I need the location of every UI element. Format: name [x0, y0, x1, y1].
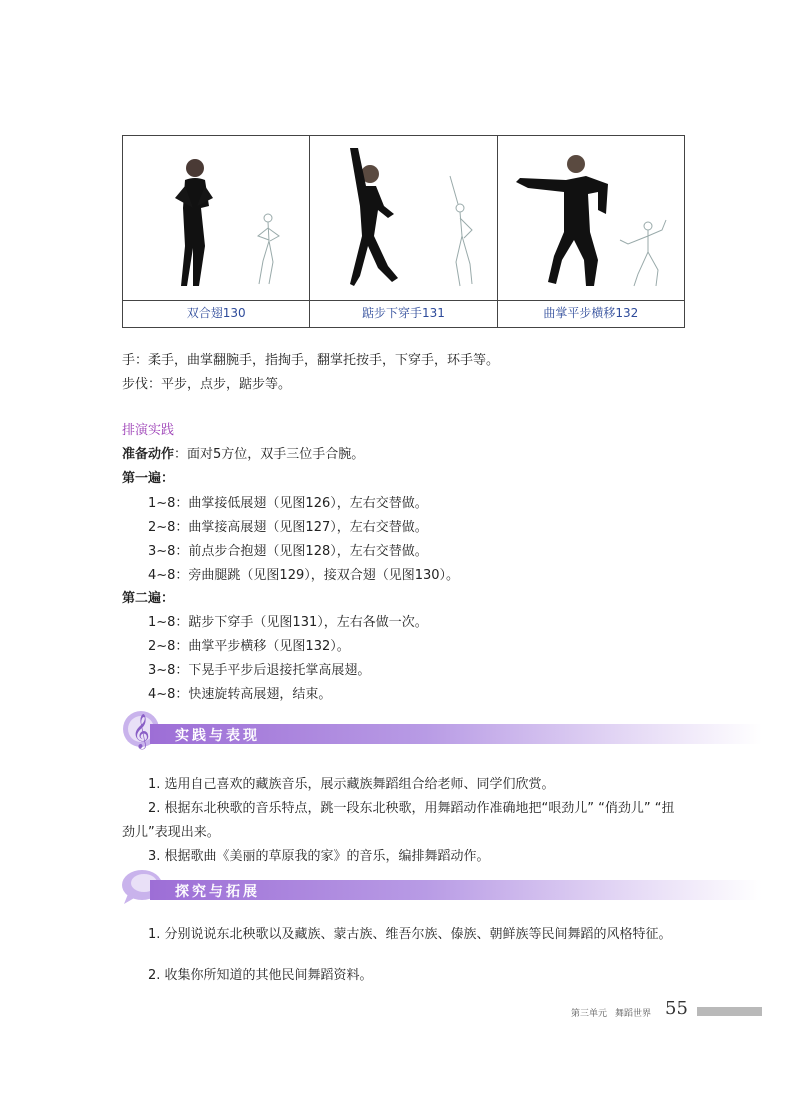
explore-item: 1. 分别说说东北秧歌以及藏族、蒙古族、维吾尔族、傣族、朝鲜族等民间舞蹈的风格特征。: [148, 927, 672, 942]
round2-step: 2~8：曲掌平步横移（见图132）。: [148, 639, 350, 654]
explore-banner-label: 探究与拓展: [175, 884, 260, 900]
round2-step: 1~8：踮步下穿手（见图131），左右各做一次。: [148, 615, 428, 630]
footer-unit: 第三单元: [571, 1009, 608, 1019]
round1-step: 1~8：曲掌接低展翅（见图126），左右交替做。: [148, 496, 428, 511]
prep-line: [122, 443, 364, 462]
footer-section: 舞蹈世界: [615, 1009, 652, 1019]
figure-cell-130: [123, 136, 310, 327]
round2-label: 第二遍：: [122, 591, 175, 606]
prep-label: 准备动作: [122, 447, 175, 462]
round1-step: 2~8：曲掌接高展翅（见图127），左右交替做。: [148, 520, 428, 535]
dancer-figure-132: [498, 136, 685, 300]
footer-bar: [697, 1007, 762, 1016]
figure-cell-131: [310, 136, 497, 327]
practice-item: 2. 根据东北秧歌的音乐特点，跳一段东北秧歌，用舞蹈动作准确地把“哏劲儿” “俏劲儿” “扭: [148, 801, 675, 816]
round1-step: 4~8：旁曲腿跳（见图129），接双合翅（见图130）。: [148, 568, 460, 583]
figure-caption: 双合翅130: [186, 306, 246, 320]
page-number: 55: [665, 998, 688, 1019]
round1-step: 3~8：前点步合抱翅（见图128），左右交替做。: [148, 544, 428, 559]
practice-item: 1. 选用自己喜欢的藏族音乐，展示藏族舞蹈组合给老师、同学们欣赏。: [148, 777, 555, 792]
practice-item: 3. 根据歌曲《美丽的草原我的家》的音乐，编排舞蹈动作。: [148, 849, 490, 864]
prep-text: ：面对5方位，双手三位手合腕。: [174, 447, 365, 462]
figure-caption: 曲掌平步横移132: [543, 306, 639, 320]
figure-caption: 踮步下穿手131: [362, 306, 445, 320]
practice-item-continued: 劲儿”表现出来。: [122, 825, 220, 840]
dancer-figure-131: [310, 136, 497, 300]
rehearsal-title: 排演实践: [122, 423, 175, 438]
round1-label: 第一遍：: [122, 471, 175, 486]
dancer-figure-130: [123, 136, 310, 300]
figure-cell-132: [498, 136, 684, 327]
steps-description: 步伐：平步，点步，踮步等。: [122, 377, 292, 392]
dancer-photo-132: [498, 136, 684, 301]
dancer-photo-130: [123, 136, 309, 301]
practice-banner-label: 实践与表现: [175, 728, 260, 744]
dancer-photo-131: [310, 136, 496, 301]
round2-step: 4~8：快速旋转高展翅，结束。: [148, 687, 332, 702]
figure-table: [122, 135, 685, 328]
hands-description: 手：柔手，曲掌翻腕手，指掏手，翻掌托按手，下穿手，环手等。: [122, 353, 500, 368]
round2-step: 3~8：下晃手平步后退接托掌高展翅。: [148, 663, 371, 678]
explore-item: 2. 收集你所知道的其他民间舞蹈资料。: [148, 968, 373, 983]
svg-text:𝄞: 𝄞: [132, 714, 150, 749]
